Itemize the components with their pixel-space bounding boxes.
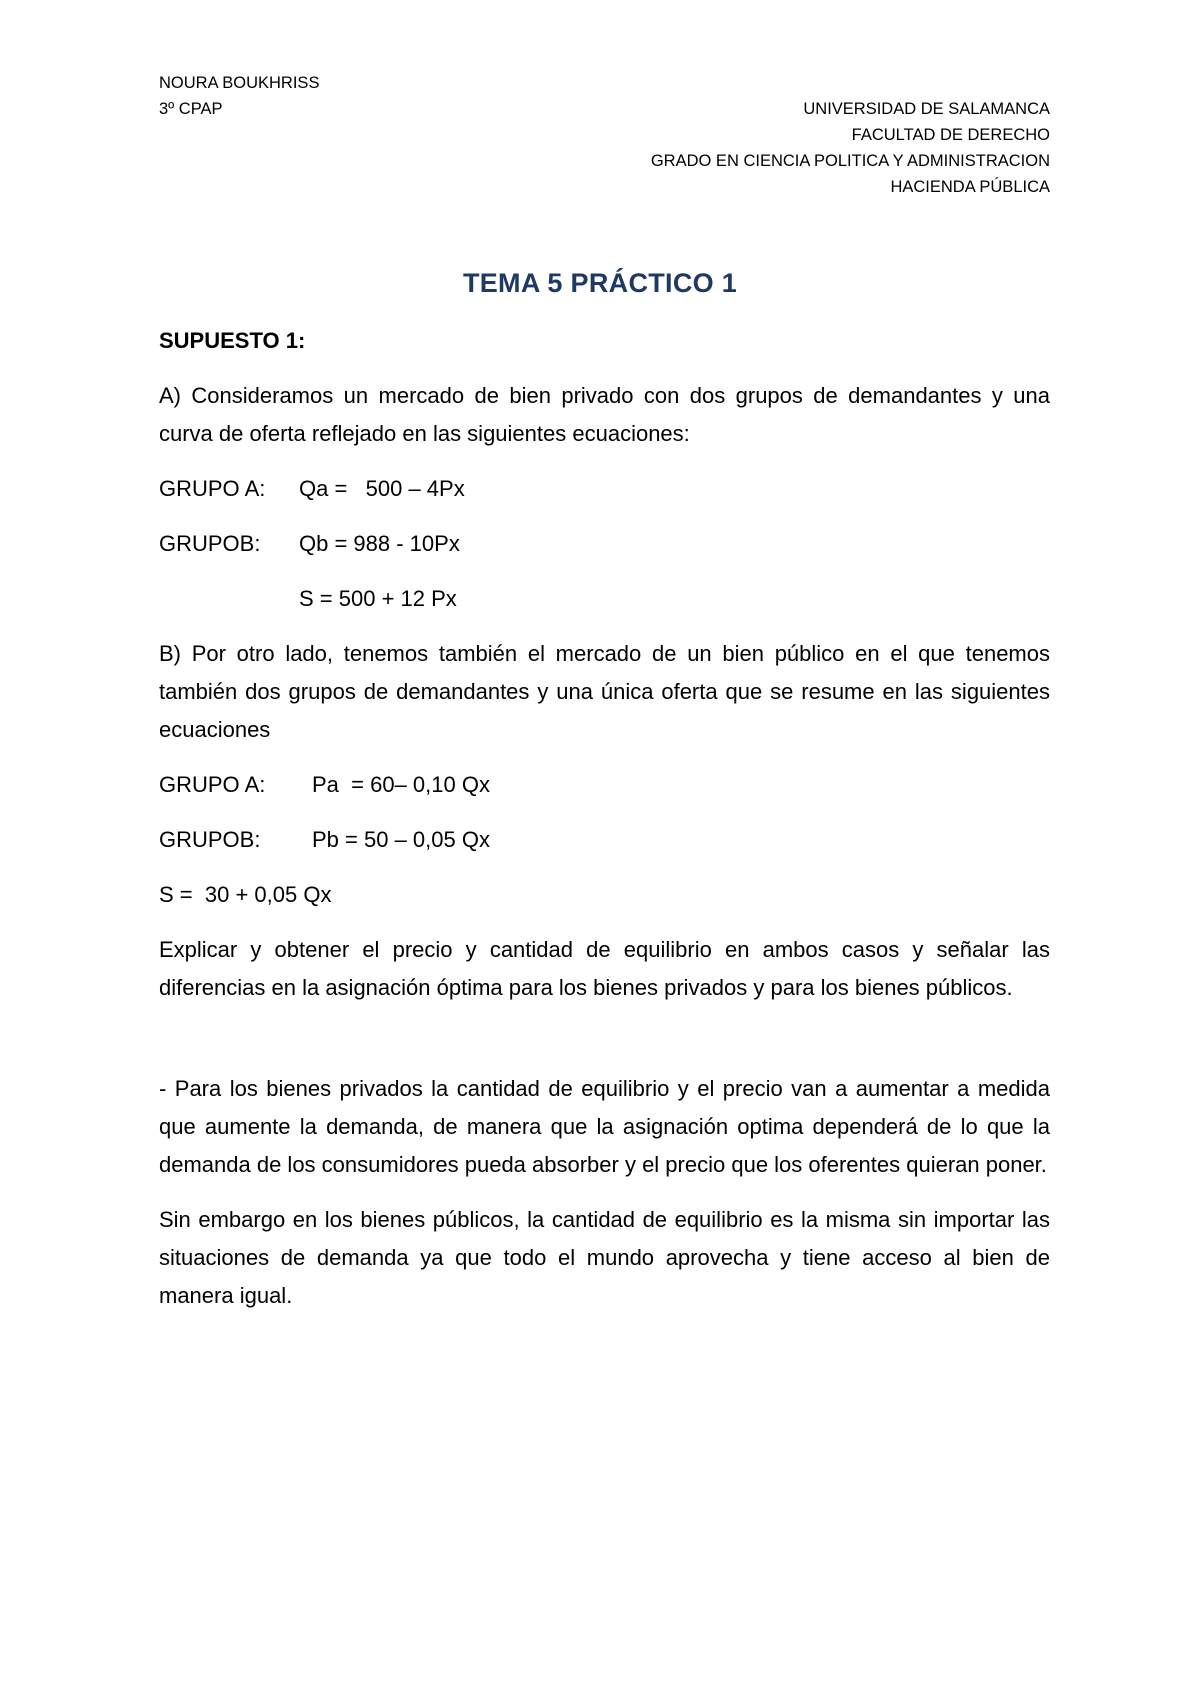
part-a-intro: A) Consideramos un mercado de bien privado con dos grupos de demandantes y una curva de oferta reflejado en las siguientes ecuaciones: bbox=[159, 383, 1050, 446]
equation-label: GRUPOB: bbox=[159, 827, 261, 852]
equation-row bbox=[159, 525, 1050, 563]
document-body bbox=[159, 322, 1050, 1332]
institution-block bbox=[651, 96, 1050, 200]
university-name: UNIVERSIDAD DE SALAMANCA bbox=[803, 100, 1050, 118]
course-label: 3º CPAP bbox=[159, 100, 223, 118]
equation-row bbox=[159, 821, 1050, 859]
faculty-name: FACULTAD DE DERECHO bbox=[851, 126, 1050, 144]
equation-expression: Pb = 50 – 0,05 Qx bbox=[312, 827, 490, 852]
equation-row bbox=[159, 470, 1050, 508]
paragraph-gap bbox=[159, 1024, 1050, 1070]
supply-equation bbox=[159, 876, 1050, 914]
answer-paragraph-2: Sin embargo en los bienes públicos, la cantidad de equilibrio es la misma sin importar las situaciones de demanda ya que todo el mundo aprovecha y tiene acceso al bien de manera igual. bbox=[159, 1207, 1050, 1308]
equation-label: GRUPOB: bbox=[159, 531, 261, 556]
equation-expression: Qb = 988 - 10Px bbox=[299, 531, 460, 556]
equation-expression: S = 30 + 0,05 Qx bbox=[159, 882, 332, 907]
author-name: NOURA BOUKHRISS bbox=[159, 74, 320, 92]
answer-paragraph-1: - Para los bienes privados la cantidad de equilibrio y el precio van a aumentar a medida que aumente la demanda, de manera que la asignación optima dependerá de lo que la demanda de los consumidores pueda absorber y el precio que los oferentes quieran poner. bbox=[159, 1076, 1050, 1177]
subject-name: HACIENDA PÚBLICA bbox=[890, 178, 1050, 196]
author-block bbox=[159, 70, 319, 122]
equation-expression: Qa = 500 – 4Px bbox=[299, 476, 465, 501]
equation-row bbox=[159, 766, 1050, 804]
equation-label: GRUPO A: bbox=[159, 772, 266, 797]
document-title: TEMA 5 PRÁCTICO 1 bbox=[462, 268, 738, 298]
equation-label: GRUPO A: bbox=[159, 476, 266, 501]
question-paragraph: Explicar y obtener el precio y cantidad de equilibrio en ambos casos y señalar las diferencias en la asignación óptima para los bienes privados y para los bienes públicos. bbox=[159, 937, 1050, 1000]
equation-expression: S = 500 + 12 Px bbox=[299, 586, 457, 611]
section-heading: SUPUESTO 1: bbox=[159, 328, 306, 353]
degree-name: GRADO EN CIENCIA POLITICA Y ADMINISTRACION bbox=[650, 152, 1050, 170]
equation-expression: Pa = 60– 0,10 Qx bbox=[312, 772, 490, 797]
equation-label bbox=[159, 580, 299, 618]
equation-row bbox=[159, 580, 1050, 618]
part-b-intro: B) Por otro lado, tenemos también el mercado de un bien público en el que tenemos también dos grupos de demandantes y una única oferta que se resume en las siguientes ecuaciones bbox=[159, 641, 1050, 742]
